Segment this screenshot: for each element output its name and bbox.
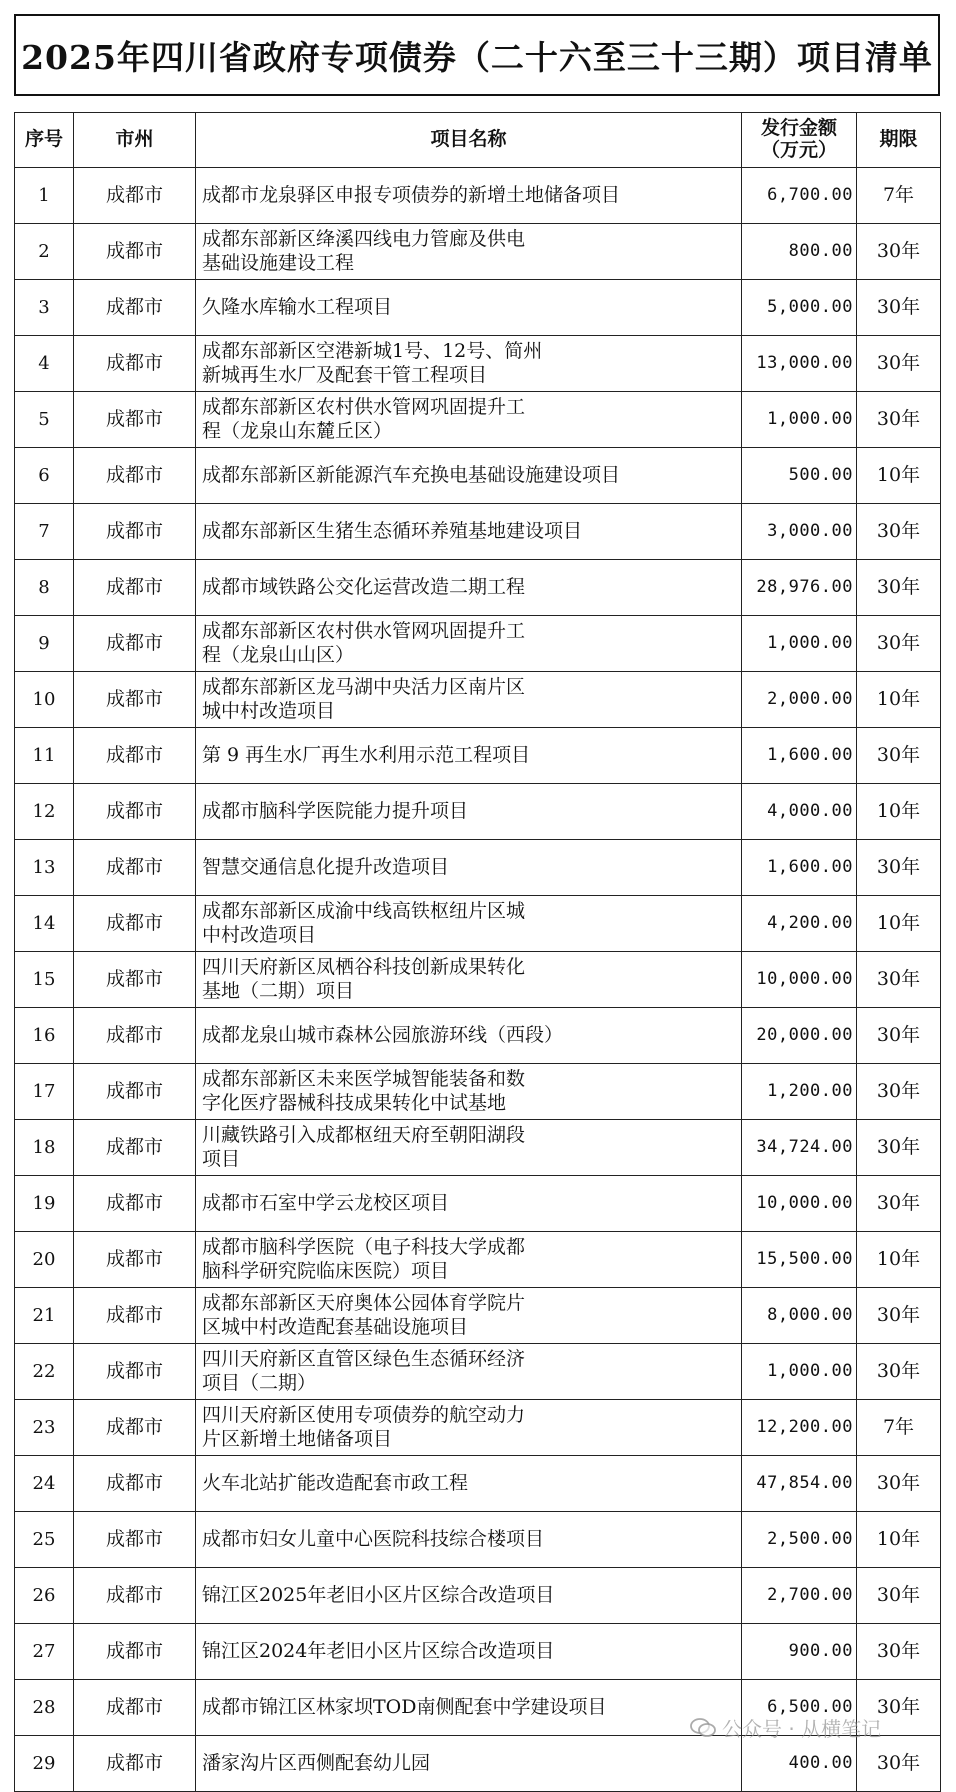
row-amount: 1,000.00 xyxy=(742,1344,857,1400)
row-term: 30年 xyxy=(857,1344,941,1400)
table-row xyxy=(15,728,941,784)
row-index: 10 xyxy=(15,672,74,728)
row-amount: 2,000.00 xyxy=(742,672,857,728)
row-project-name: 成都龙泉山城市森林公园旅游环线（西段） xyxy=(196,1008,742,1064)
row-amount: 2,700.00 xyxy=(742,1568,857,1624)
row-index: 1 xyxy=(15,168,74,224)
row-index: 3 xyxy=(15,280,74,336)
row-project-name: 成都市脑科学医院（电子科技大学成都 脑科学研究院临床医院）项目 xyxy=(196,1232,742,1288)
row-city: 成都市 xyxy=(74,504,196,560)
table-row xyxy=(15,896,941,952)
row-term: 30年 xyxy=(857,728,941,784)
row-amount: 8,000.00 xyxy=(742,1288,857,1344)
row-city: 成都市 xyxy=(74,1008,196,1064)
row-amount: 1,000.00 xyxy=(742,392,857,448)
row-index: 23 xyxy=(15,1400,74,1456)
row-term: 30年 xyxy=(857,560,941,616)
row-project-name: 成都东部新区绛溪四线电力管廊及供电 基础设施建设工程 xyxy=(196,224,742,280)
table-row xyxy=(15,1232,941,1288)
row-city: 成都市 xyxy=(74,616,196,672)
table-row xyxy=(15,784,941,840)
row-amount: 900.00 xyxy=(742,1624,857,1680)
row-index: 8 xyxy=(15,560,74,616)
row-city: 成都市 xyxy=(74,560,196,616)
row-index: 6 xyxy=(15,448,74,504)
table-row xyxy=(15,392,941,448)
watermark-text: 公众号 · 从横笔记 xyxy=(722,1717,882,1741)
row-term: 30年 xyxy=(857,280,941,336)
row-amount: 2,500.00 xyxy=(742,1512,857,1568)
table-row xyxy=(15,952,941,1008)
row-project-name: 成都东部新区农村供水管网巩固提升工 程（龙泉山东麓丘区） xyxy=(196,392,742,448)
header-project: 项目名称 xyxy=(196,113,742,168)
row-index: 26 xyxy=(15,1568,74,1624)
table-row xyxy=(15,168,941,224)
row-term: 10年 xyxy=(857,672,941,728)
row-project-name: 成都东部新区成渝中线高铁枢纽片区城 中村改造项目 xyxy=(196,896,742,952)
row-index: 21 xyxy=(15,1288,74,1344)
row-term: 30年 xyxy=(857,616,941,672)
row-index: 25 xyxy=(15,1512,74,1568)
table-row xyxy=(15,448,941,504)
row-term: 30年 xyxy=(857,952,941,1008)
row-term: 30年 xyxy=(857,840,941,896)
row-index: 11 xyxy=(15,728,74,784)
project-table xyxy=(14,112,941,1792)
row-index: 16 xyxy=(15,1008,74,1064)
row-project-name: 四川天府新区直管区绿色生态循环经济 项目（二期） xyxy=(196,1344,742,1400)
row-city: 成都市 xyxy=(74,728,196,784)
row-index: 18 xyxy=(15,1120,74,1176)
row-amount: 5,000.00 xyxy=(742,280,857,336)
row-project-name: 四川天府新区使用专项债券的航空动力 片区新增土地储备项目 xyxy=(196,1400,742,1456)
row-city: 成都市 xyxy=(74,1120,196,1176)
row-project-name: 锦江区2024年老旧小区片区综合改造项目 xyxy=(196,1624,742,1680)
table-row xyxy=(15,1288,941,1344)
row-term: 7年 xyxy=(857,1400,941,1456)
table-row xyxy=(15,1624,941,1680)
table-row xyxy=(15,560,941,616)
table-row xyxy=(15,1512,941,1568)
row-amount: 500.00 xyxy=(742,448,857,504)
row-city: 成都市 xyxy=(74,224,196,280)
row-project-name: 智慧交通信息化提升改造项目 xyxy=(196,840,742,896)
row-project-name: 成都市锦江区林家坝TOD南侧配套中学建设项目 xyxy=(196,1680,742,1736)
table-row xyxy=(15,336,941,392)
table-row xyxy=(15,672,941,728)
document-title: 2025年四川省政府专项债券（二十六至三十三期）项目清单 xyxy=(14,14,940,96)
row-city: 成都市 xyxy=(74,1064,196,1120)
row-term: 30年 xyxy=(857,392,941,448)
table-row xyxy=(15,1064,941,1120)
row-amount: 4,200.00 xyxy=(742,896,857,952)
row-term: 10年 xyxy=(857,896,941,952)
header-index: 序号 xyxy=(15,113,74,168)
row-project-name: 潘家沟片区西侧配套幼儿园 xyxy=(196,1736,742,1792)
row-project-name: 成都东部新区新能源汽车充换电基础设施建设项目 xyxy=(196,448,742,504)
row-amount: 4,000.00 xyxy=(742,784,857,840)
row-term: 30年 xyxy=(857,1624,941,1680)
row-amount: 1,600.00 xyxy=(742,840,857,896)
row-term: 30年 xyxy=(857,336,941,392)
row-amount: 1,200.00 xyxy=(742,1064,857,1120)
table-row xyxy=(15,616,941,672)
row-project-name: 成都东部新区空港新城1号、12号、简州 新城再生水厂及配套干管工程项目 xyxy=(196,336,742,392)
table-row xyxy=(15,1176,941,1232)
table-row xyxy=(15,504,941,560)
row-index: 2 xyxy=(15,224,74,280)
row-index: 5 xyxy=(15,392,74,448)
row-city: 成都市 xyxy=(74,280,196,336)
row-index: 29 xyxy=(15,1736,74,1792)
row-amount: 34,724.00 xyxy=(742,1120,857,1176)
row-city: 成都市 xyxy=(74,1400,196,1456)
row-city: 成都市 xyxy=(74,840,196,896)
row-project-name: 成都市妇女儿童中心医院科技综合楼项目 xyxy=(196,1512,742,1568)
row-city: 成都市 xyxy=(74,1736,196,1792)
row-amount: 28,976.00 xyxy=(742,560,857,616)
row-project-name: 火车北站扩能改造配套市政工程 xyxy=(196,1456,742,1512)
row-project-name: 成都东部新区龙马湖中央活力区南片区 城中村改造项目 xyxy=(196,672,742,728)
row-term: 30年 xyxy=(857,1456,941,1512)
wechat-icon xyxy=(690,1718,716,1738)
row-city: 成都市 xyxy=(74,1456,196,1512)
row-city: 成都市 xyxy=(74,392,196,448)
row-city: 成都市 xyxy=(74,1680,196,1736)
row-index: 24 xyxy=(15,1456,74,1512)
table-row xyxy=(15,1400,941,1456)
table-row xyxy=(15,1456,941,1512)
table-row xyxy=(15,1344,941,1400)
row-city: 成都市 xyxy=(74,1624,196,1680)
row-amount: 15,500.00 xyxy=(742,1232,857,1288)
row-city: 成都市 xyxy=(74,1176,196,1232)
row-amount: 12,200.00 xyxy=(742,1400,857,1456)
row-index: 20 xyxy=(15,1232,74,1288)
header-amount: 发行金额 （万元） xyxy=(742,113,857,168)
row-project-name: 成都市域铁路公交化运营改造二期工程 xyxy=(196,560,742,616)
row-city: 成都市 xyxy=(74,448,196,504)
row-amount: 6,500.00 xyxy=(742,1680,857,1736)
row-project-name: 锦江区2025年老旧小区片区综合改造项目 xyxy=(196,1568,742,1624)
table-row xyxy=(15,1120,941,1176)
row-amount: 1,600.00 xyxy=(742,728,857,784)
row-term: 30年 xyxy=(857,1176,941,1232)
row-project-name: 第 9 再生水厂再生水利用示范工程项目 xyxy=(196,728,742,784)
row-project-name: 久隆水库输水工程项目 xyxy=(196,280,742,336)
row-term: 30年 xyxy=(857,1064,941,1120)
header-term: 期限 xyxy=(857,113,941,168)
table-row xyxy=(15,840,941,896)
row-amount: 47,854.00 xyxy=(742,1456,857,1512)
row-index: 4 xyxy=(15,336,74,392)
row-amount: 6,700.00 xyxy=(742,168,857,224)
row-project-name: 成都市龙泉驿区申报专项债券的新增土地储备项目 xyxy=(196,168,742,224)
table-header-row xyxy=(15,113,941,168)
row-index: 13 xyxy=(15,840,74,896)
row-amount: 800.00 xyxy=(742,224,857,280)
header-city: 市州 xyxy=(74,113,196,168)
row-project-name: 成都东部新区天府奥体公园体育学院片 区城中村改造配套基础设施项目 xyxy=(196,1288,742,1344)
row-city: 成都市 xyxy=(74,168,196,224)
row-amount: 13,000.00 xyxy=(742,336,857,392)
row-term: 30年 xyxy=(857,1008,941,1064)
row-city: 成都市 xyxy=(74,896,196,952)
row-project-name: 成都市脑科学医院能力提升项目 xyxy=(196,784,742,840)
row-index: 7 xyxy=(15,504,74,560)
row-project-name: 成都东部新区农村供水管网巩固提升工 程（龙泉山山区） xyxy=(196,616,742,672)
row-city: 成都市 xyxy=(74,1568,196,1624)
row-index: 27 xyxy=(15,1624,74,1680)
row-amount: 400.00 xyxy=(742,1736,857,1792)
row-term: 30年 xyxy=(857,504,941,560)
row-project-name: 成都东部新区未来医学城智能装备和数 字化医疗器械科技成果转化中试基地 xyxy=(196,1064,742,1120)
row-city: 成都市 xyxy=(74,336,196,392)
row-term: 30年 xyxy=(857,1568,941,1624)
row-city: 成都市 xyxy=(74,952,196,1008)
row-index: 9 xyxy=(15,616,74,672)
row-term: 10年 xyxy=(857,1232,941,1288)
table-row xyxy=(15,280,941,336)
row-project-name: 成都东部新区生猪生态循环养殖基地建设项目 xyxy=(196,504,742,560)
row-term: 30年 xyxy=(857,224,941,280)
row-amount: 10,000.00 xyxy=(742,1176,857,1232)
row-amount: 1,000.00 xyxy=(742,616,857,672)
table-row xyxy=(15,1736,941,1792)
row-project-name: 成都市石室中学云龙校区项目 xyxy=(196,1176,742,1232)
table-row xyxy=(15,1568,941,1624)
row-amount: 3,000.00 xyxy=(742,504,857,560)
row-city: 成都市 xyxy=(74,672,196,728)
row-city: 成都市 xyxy=(74,1344,196,1400)
row-index: 28 xyxy=(15,1680,74,1736)
row-term: 10年 xyxy=(857,1512,941,1568)
row-index: 15 xyxy=(15,952,74,1008)
row-term: 30年 xyxy=(857,1736,941,1792)
row-term: 30年 xyxy=(857,1120,941,1176)
row-amount: 10,000.00 xyxy=(742,952,857,1008)
document-sheet xyxy=(14,14,940,1792)
row-index: 19 xyxy=(15,1176,74,1232)
table-row xyxy=(15,1008,941,1064)
row-project-name: 川藏铁路引入成都枢纽天府至朝阳湖段 项目 xyxy=(196,1120,742,1176)
row-term: 30年 xyxy=(857,1288,941,1344)
row-city: 成都市 xyxy=(74,1512,196,1568)
row-amount: 20,000.00 xyxy=(742,1008,857,1064)
watermark xyxy=(690,1713,881,1742)
row-term: 7年 xyxy=(857,168,941,224)
row-city: 成都市 xyxy=(74,1288,196,1344)
table-row xyxy=(15,224,941,280)
row-term: 30年 xyxy=(857,1680,941,1736)
row-term: 10年 xyxy=(857,448,941,504)
row-index: 22 xyxy=(15,1344,74,1400)
row-city: 成都市 xyxy=(74,784,196,840)
row-index: 17 xyxy=(15,1064,74,1120)
row-city: 成都市 xyxy=(74,1232,196,1288)
row-index: 12 xyxy=(15,784,74,840)
row-project-name: 四川天府新区凤栖谷科技创新成果转化 基地（二期）项目 xyxy=(196,952,742,1008)
row-term: 10年 xyxy=(857,784,941,840)
row-index: 14 xyxy=(15,896,74,952)
